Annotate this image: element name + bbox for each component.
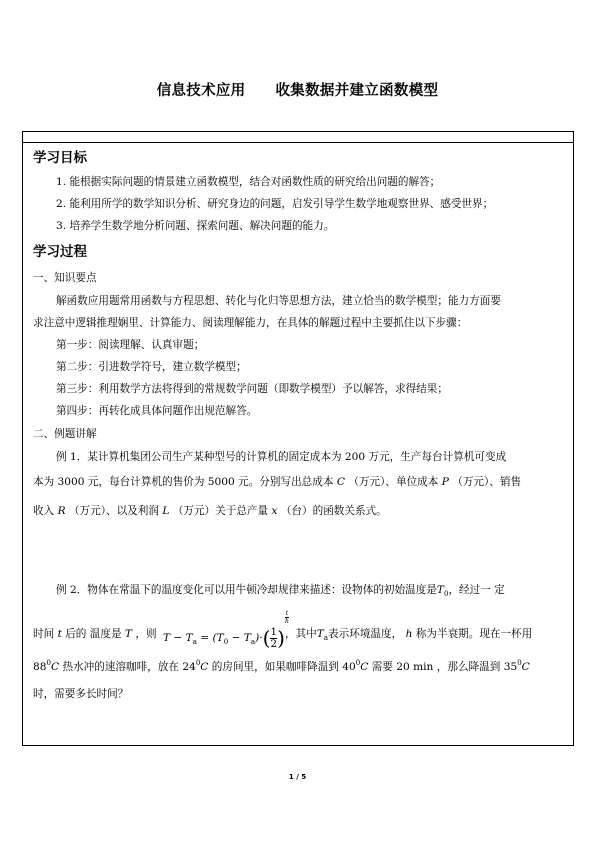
step-4: 第四步：再转化成具体问题作出规范解答。 xyxy=(56,405,258,417)
example2-line4: 时，需要多长时间？ xyxy=(33,688,129,700)
goal-item-2: 2. 能利用所学的数学知识分析、研究身边的问题，启发引导学生数学地观察世界、感受世界； xyxy=(56,198,494,210)
symbol-R: R xyxy=(57,505,66,517)
step-2: 第二步：引进数学符号，建立数学模型； xyxy=(56,361,247,373)
section2-title: 二、例题讲解 xyxy=(33,428,97,440)
page-number: 1 / 5 xyxy=(288,773,307,781)
symbol-C: C xyxy=(336,476,345,488)
example2-line2: 时间 t 后的 温度是 T ，则 xyxy=(33,628,157,640)
symbol-x: x xyxy=(271,505,278,517)
goal-item-3: 3. 培养学生数学地分析问题、探索问题、解决问题的能力。 xyxy=(56,220,335,232)
example1-line2: 本为 3000 元，每台计算机的售价为 5000 元。分别写出总成本 C （万元）、单位成本 P （万元）、销售 xyxy=(33,476,522,488)
step-3: 第三步：利用数学方法将得到的常规数学问题（即数学模型）予以解答，求得结果； xyxy=(56,383,448,395)
symbol-L: L xyxy=(162,505,170,517)
title-right: 收集数据并建立函数模型 xyxy=(275,83,439,99)
example1-line1: 例 1．某计算机集团公司生产某种型号的计算机的固定成本为 200 万元，生产每台计算机可变成 xyxy=(56,451,507,463)
content-box xyxy=(22,131,574,746)
section1-title: 一、知识要点 xyxy=(33,272,97,284)
process-heading: 学习过程 xyxy=(33,244,87,260)
example2-line1: 例 2．物体在常温下的温度变化可以用牛顿冷却规律来描述：设物体的初始温度是$T_0$，经过一 定 xyxy=(56,584,505,598)
step-1: 第一步：阅读理解、认真审题； xyxy=(56,339,205,351)
example1-line3: 收入 R （万元）、以及利润 L （万元）关于总产量 x （台）的函数关系式。 xyxy=(33,505,387,517)
example2-line3: $88^0C$ 热水冲的速溶咖啡，放在 $24^0C$ 的房间里，如果咖啡降温到 $40^0C$ 需要 20 min ，那么降温到 $35^0C$ xyxy=(33,659,530,673)
example2-line2-cont: ，其中$T_a$表示环境温度， h 称为半衰期。现在一杯用 xyxy=(285,628,533,642)
section1-para-line2: 求注意中逻辑推理娴里、计算能力、阅读理解能力，在具体的解题过程中主要抓住以下步骤： xyxy=(33,317,468,329)
page-title xyxy=(0,79,595,100)
goals-heading: 学习目标 xyxy=(33,150,87,166)
symbol-P: P xyxy=(441,476,449,488)
section1-para-line1: 解函数应用题常用函数与方程思想、转化与化归等思想方法，建立恰当的数学模型；能力方面要 xyxy=(56,295,501,307)
box-top-rule xyxy=(23,142,573,143)
title-left: 信息技术应用 xyxy=(156,83,246,99)
goal-item-1: 1. 能根据实际问题的情景建立函数模型，结合对函数性质的研究给出问题的解答； xyxy=(56,176,441,188)
cooling-formula: $T - T_a = (T_0 - T_a)\cdot$( $\frac{1}{2}$ ) $\frac{t}{h}$ xyxy=(163,610,289,650)
